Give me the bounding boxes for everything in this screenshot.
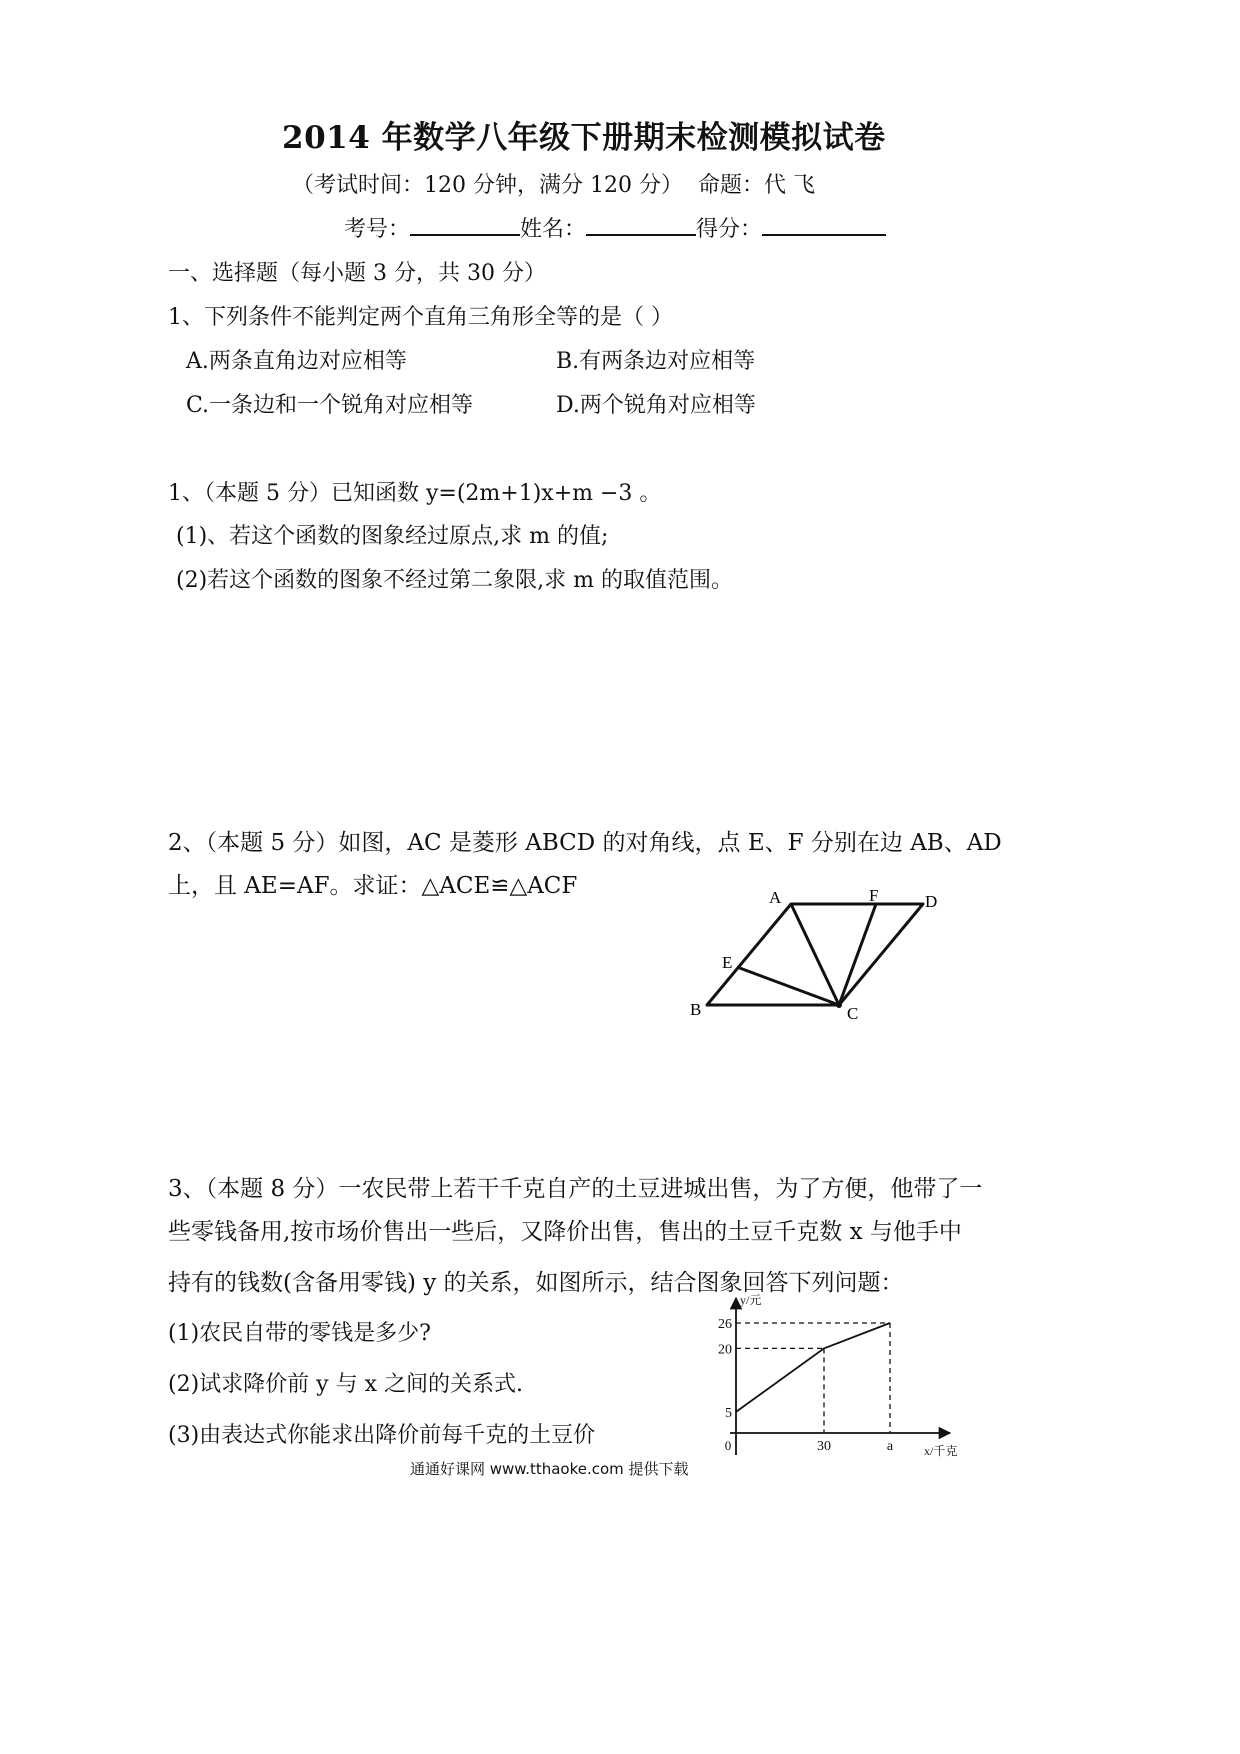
exam-title: 2014 年数学八年级下册期末检测模拟试卷	[282, 120, 886, 156]
potato-question-3: (3)由表达式你能求出降价前每千克的土豆价	[168, 1423, 596, 1448]
label-a: A	[769, 888, 782, 907]
function-problem-stem: 1、（本题 5 分）已知函数 y=(2m+1)x+m −3 。	[168, 481, 662, 506]
footer-text: 通通好课网 www.tthaoke.com 提供下载	[410, 1460, 689, 1478]
number-blank[interactable]	[410, 212, 520, 236]
potato-question-1: (1)农民自带的零钱是多少?	[168, 1321, 431, 1346]
rhombus-problem-line-2: 上，且 AE=AF。求证：△ACE≌△ACF	[168, 873, 578, 899]
label-b: B	[690, 1000, 702, 1019]
score-blank[interactable]	[762, 212, 886, 236]
number-label: 考号：	[344, 217, 411, 242]
x-axis-label: x/千克	[924, 1444, 958, 1458]
exam-info: （考试时间：120 分钟，满分 120 分）	[292, 173, 683, 198]
rhombus-figure	[680, 888, 960, 1028]
option-b: B.有两条边对应相等	[556, 349, 756, 374]
potato-problem-line-2: 些零钱备用,按市场价售出一些后，又降价出售，售出的土豆千克数 x 与他手中	[168, 1219, 962, 1245]
option-a: A.两条直角边对应相等	[186, 349, 407, 374]
exam-author: 命题：代 飞	[698, 173, 815, 198]
x-tick-label-a: a	[886, 1439, 894, 1454]
function-part-1: (1)、若这个函数的图象经过原点,求 m 的值;	[176, 524, 609, 549]
option-c: C.一条边和一个锐角对应相等	[186, 393, 474, 418]
potato-problem-line-3: 持有的钱数(含备用零钱) y 的关系，如图所示，结合图象回答下列问题：	[168, 1270, 904, 1296]
label-e: E	[722, 953, 733, 972]
student-info-row	[344, 212, 886, 243]
rhombus-problem-line-1: 2、（本题 5 分）如图，AC 是菱形 ABCD 的对角线，点 E、F 分别在边 AB、AD	[168, 830, 1002, 856]
money-chart	[710, 1290, 970, 1510]
segment-fc	[839, 904, 876, 1005]
point-c-dot	[836, 1002, 842, 1008]
y-tick-label-5: 5	[725, 1405, 732, 1421]
x-tick-label-30: 30	[817, 1439, 831, 1454]
name-label: 姓名：	[520, 217, 587, 242]
potato-problem-line-1: 3、（本题 8 分）一农民带上若干千克自产的土豆进城出售，为了方便，他带了一	[168, 1176, 983, 1202]
score-label: 得分：	[696, 217, 763, 242]
origin-label: 0	[724, 1438, 732, 1453]
label-c: C	[847, 1004, 859, 1023]
potato-question-2: (2)试求降价前 y 与 x 之间的关系式.	[168, 1372, 523, 1397]
label-f: F	[869, 888, 879, 905]
question-1-stem: 1、下列条件不能判定两个直角三角形全等的是（ ）	[168, 305, 673, 330]
name-blank[interactable]	[586, 212, 696, 236]
series-line	[736, 1323, 890, 1412]
option-d: D.两个锐角对应相等	[556, 393, 756, 418]
label-d: D	[925, 892, 938, 911]
function-part-2: (2)若这个函数的图象不经过第二象限,求 m 的取值范围。	[176, 568, 734, 593]
y-tick-label-26: 26	[718, 1317, 732, 1333]
y-axis-label: y/元	[740, 1293, 762, 1307]
y-tick-label-20: 20	[718, 1342, 732, 1358]
section-heading: 一、选择题（每小题 3 分，共 30 分）	[168, 261, 546, 286]
